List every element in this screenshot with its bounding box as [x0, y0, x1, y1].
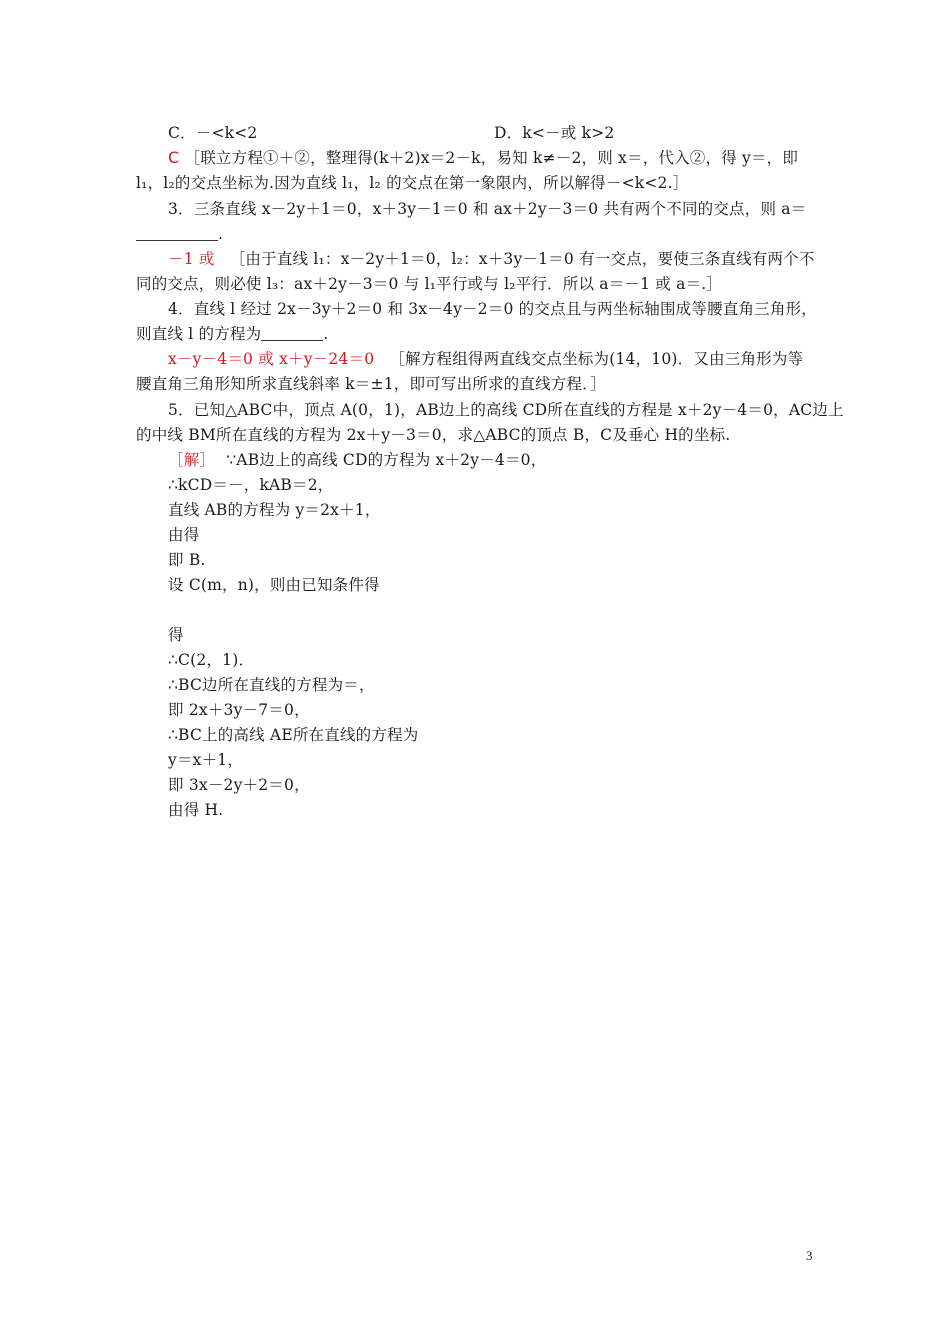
q5-solution-line-8: ∴C(2，1)． — [168, 651, 255, 669]
q5-solution-line-7: 得 — [168, 626, 184, 644]
q5-line-2: 的中线 BM所在直线的方程为 2x＋y－3＝0，求△ABC的顶点 B，C及垂心 H的坐标. — [136, 426, 731, 444]
q4-line-2-head: 则直线 l 的方程为 — [136, 325, 262, 343]
q4-solution-text-1: ［解方程组得两直线交点坐标为(14，10)．又由三角形为等 — [389, 350, 804, 368]
q4-answer-blank — [261, 326, 323, 341]
q3-solution-line-2: 同的交点，则必使 l₃：ax＋2y－3＝0 与 l₁平行或与 l₂平行．所以 a＝－1 或 a＝.］ — [136, 275, 723, 293]
q3-line-2-tail: . — [218, 225, 224, 243]
option-d: D．k<－或 k>2 — [494, 124, 615, 142]
solution-tag: ［解］ — [168, 451, 216, 469]
q2-solution-line-1 — [168, 147, 798, 169]
q5-solution-line-2: ∴kCD＝－，kAB＝2， — [168, 476, 334, 494]
q4-answer-value: x－y－4＝0 或 x＋y－24＝0 — [168, 350, 375, 368]
q5-solution-line-13: 即 3x－2y＋2＝0， — [168, 776, 310, 794]
q3-line-1: 3．三条直线 x－2y＋1＝0，x＋3y－1＝0 和 ax＋2y－3＝0 共有两个不同的交点，则 a＝ — [168, 200, 807, 218]
q3-answer-value: －1 或 — [168, 250, 215, 268]
answer-letter: C — [168, 148, 180, 167]
q5-solution-line-1 — [168, 449, 546, 471]
q5-solution-line-3: 直线 AB的方程为 y＝2x＋1， — [168, 501, 381, 519]
q3-solution-line-1 — [168, 248, 815, 270]
q5-solution-line-11: ∴BC上的高线 AE所在直线的方程为 — [168, 726, 419, 744]
q4-line-1: 4．直线 l 经过 2x－3y＋2＝0 和 3x－4y－2＝0 的交点且与两坐标轴围成等腰直角三角形， — [168, 300, 817, 318]
q5-solution-line-5: 即 B. — [168, 551, 206, 569]
option-c: C．－<k<2 — [168, 124, 258, 142]
q5-solution-line-4: 由得 — [168, 526, 200, 544]
q2-solution-line-2: l₁，l₂的交点坐标为.因为直线 l₁，l₂ 的交点在第一象限内，所以解得－<k<2.］ — [136, 174, 689, 192]
q5-solution-line-6: 设 C(m，n)，则由已知条件得 — [168, 576, 380, 594]
q4-solution-line-1 — [168, 348, 803, 370]
q3-answer-blank — [136, 226, 218, 241]
q5-solution-line-10: 即 2x＋3y－7＝0， — [168, 701, 310, 719]
q4-line-2-tail: . — [323, 325, 329, 343]
q4-line-2 — [136, 323, 328, 345]
page-number: 3 — [806, 1248, 813, 1263]
q5-solution-line-14: 由得 H. — [168, 801, 224, 819]
q3-line-2 — [136, 223, 223, 245]
q5-solution-line-12: y＝x＋1， — [168, 751, 244, 769]
q5-solution-line-9: ∴BC边所在直线的方程为＝， — [168, 676, 375, 694]
q5-solution-text: ∵AB边上的高线 CD的方程为 x＋2y－4＝0， — [226, 451, 547, 469]
q3-solution-text-1: ［由于直线 l₁：x－2y＋1＝0，l₂：x＋3y－1＝0 有一交点，要使三条直线有两个不 — [229, 250, 815, 268]
q4-solution-line-2: 腰直角三角形知所求直线斜率 k＝±1，即可写出所求的直线方程．］ — [136, 375, 606, 393]
q5-line-1: 5．已知△ABC中，顶点 A(0，1)，AB边上的高线 CD所在直线的方程是 x＋2y－4＝0，AC边上 — [168, 401, 844, 419]
q2-solution-text-1: ［联立方程①＋②，整理得(k＋2)x＝2－k，易知 k≠－2，则 x＝，代入②，得 y＝，即 — [184, 149, 799, 167]
